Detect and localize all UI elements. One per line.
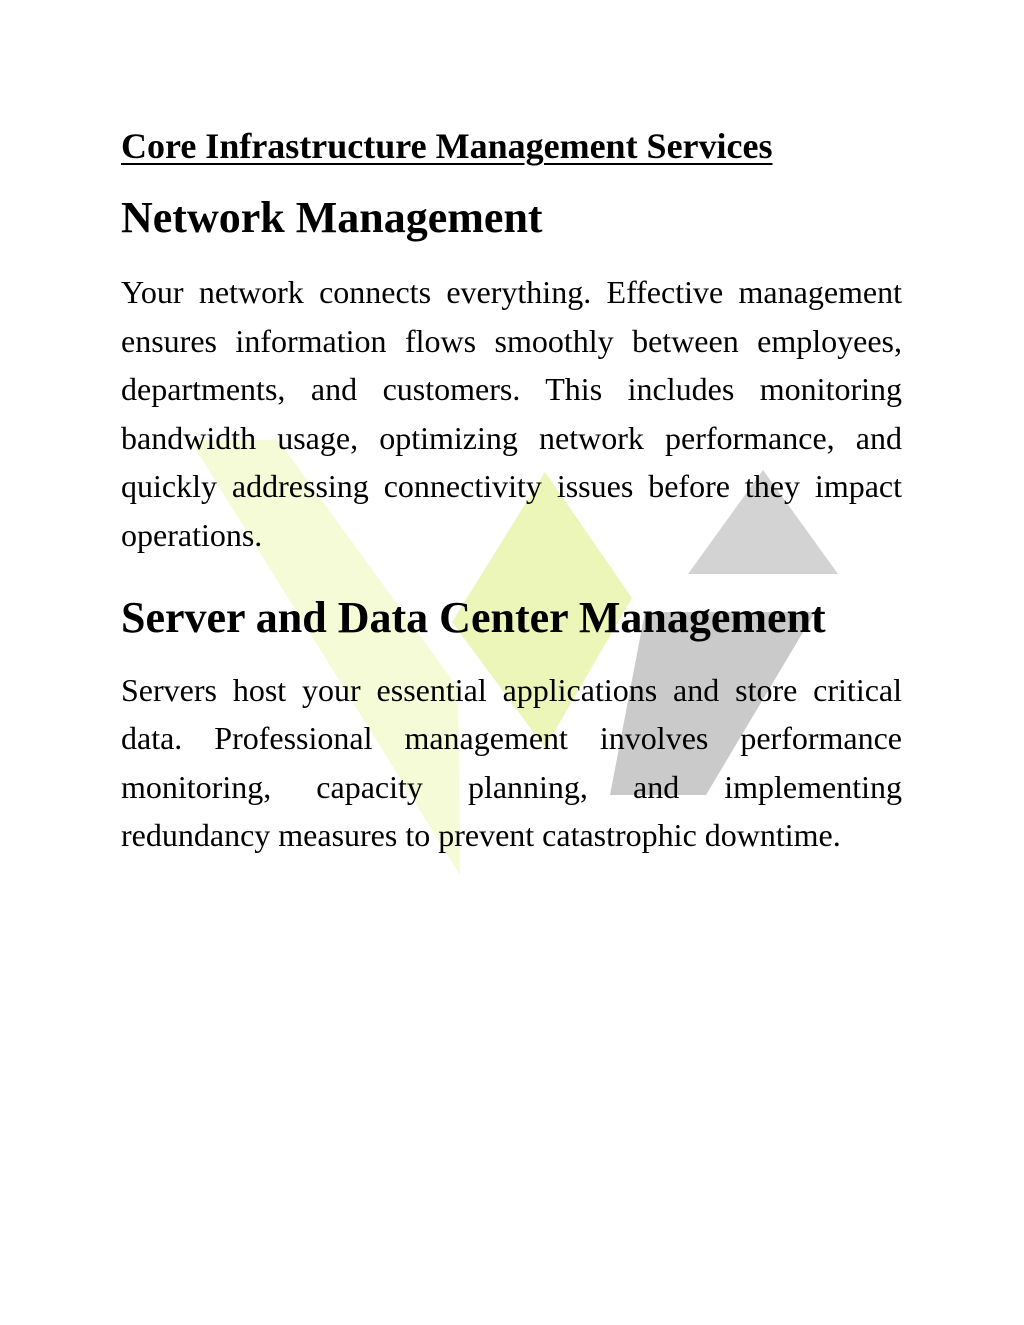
section-heading-server: Server and Data Center Management [121,592,826,642]
section-body-network: Your network connects everything. Effective management ensures information flows smoothly between employees, departments, and customers. This includes monitoring bandwidth usage, optimizing network performance, and quickly addressing connectivity issues before they impact operations. [121,274,902,553]
page-title: Core Infrastructure Management Services [121,126,773,166]
section-heading-network: Network Management [121,193,543,242]
document-content [121,118,902,860]
section-body-server: Servers host your essential applications and store critical data. Professional management involves performance monitoring, capacity planning, and implementing redundancy measures to prevent catastrophic downtime. [121,671,902,854]
